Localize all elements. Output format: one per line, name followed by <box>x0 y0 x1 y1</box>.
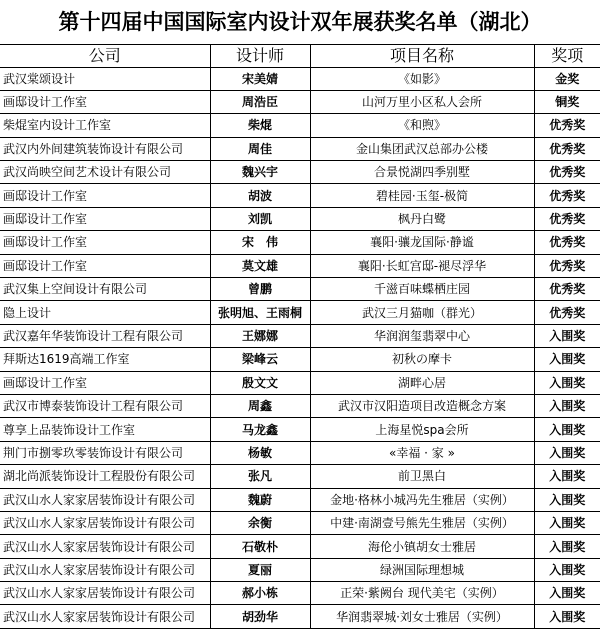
designer-cell: 周佳 <box>210 137 310 160</box>
award-cell: 优秀奖 <box>534 254 600 277</box>
designer-cell: 胡劲华 <box>210 605 310 628</box>
project-cell: 海伦小镇胡女士雅居 <box>310 535 534 558</box>
table-row <box>0 394 600 417</box>
project-cell: 金山集团武汉总部办公楼 <box>310 137 534 160</box>
project-cell: «幸福 · 家 » <box>310 441 534 464</box>
table-row <box>0 278 600 301</box>
award-cell: 铜奖 <box>534 90 600 113</box>
project-cell: 《如影》 <box>310 67 534 90</box>
award-cell: 入围奖 <box>534 605 600 628</box>
award-cell: 优秀奖 <box>534 278 600 301</box>
table-row <box>0 582 600 605</box>
company-cell: 武汉尚映空间艺术设计有限公司 <box>0 161 210 184</box>
designer-cell: 周鑫 <box>210 394 310 417</box>
award-cell: 优秀奖 <box>534 301 600 324</box>
table-row <box>0 535 600 558</box>
table-row <box>0 488 600 511</box>
table-row <box>0 324 600 347</box>
award-cell: 入围奖 <box>534 558 600 581</box>
table-row <box>0 161 600 184</box>
project-cell: 武汉市汉阳造项目改造概念方案 <box>310 394 534 417</box>
project-cell: 千滋百味蝶栖庄园 <box>310 278 534 301</box>
table-row <box>0 207 600 230</box>
award-cell: 入围奖 <box>534 418 600 441</box>
project-cell: 绿洲国际理想城 <box>310 558 534 581</box>
designer-cell: 曾鹏 <box>210 278 310 301</box>
company-cell: 尊享上品装饰设计工作室 <box>0 418 210 441</box>
table-row <box>0 184 600 207</box>
award-cell: 入围奖 <box>534 535 600 558</box>
company-cell: 隐上设计 <box>0 301 210 324</box>
project-cell: 华润翡翠城·刘女士雅居（实例） <box>310 605 534 628</box>
designer-cell: 梁峰云 <box>210 348 310 371</box>
project-cell: 《和煦》 <box>310 114 534 137</box>
award-cell: 优秀奖 <box>534 231 600 254</box>
project-cell: 上海星悦spa会所 <box>310 418 534 441</box>
table-row <box>0 348 600 371</box>
designer-cell: 张凡 <box>210 465 310 488</box>
company-cell: 柴焜室内设计工作室 <box>0 114 210 137</box>
table-row <box>0 465 600 488</box>
table-row <box>0 67 600 90</box>
header-award: 奖项 <box>534 45 600 67</box>
table-row <box>0 558 600 581</box>
company-cell: 武汉山水人家家居装饰设计有限公司 <box>0 488 210 511</box>
award-cell: 入围奖 <box>534 371 600 394</box>
designer-cell: 夏丽 <box>210 558 310 581</box>
designer-cell: 魏蔚 <box>210 488 310 511</box>
company-cell: 武汉内外间建筑装饰设计有限公司 <box>0 137 210 160</box>
table-row <box>0 511 600 534</box>
award-cell: 优秀奖 <box>534 207 600 230</box>
award-cell: 优秀奖 <box>534 137 600 160</box>
designer-cell: 莫文雄 <box>210 254 310 277</box>
designer-cell: 石敬朴 <box>210 535 310 558</box>
company-cell: 画邸设计工作室 <box>0 254 210 277</box>
award-cell: 入围奖 <box>534 441 600 464</box>
header-designer: 设计师 <box>210 45 310 67</box>
header-row <box>0 45 600 67</box>
company-cell: 武汉山水人家家居装饰设计有限公司 <box>0 511 210 534</box>
project-cell: 武汉三月猫咖（群光） <box>310 301 534 324</box>
table-row <box>0 418 600 441</box>
company-cell: 画邸设计工作室 <box>0 231 210 254</box>
award-cell: 优秀奖 <box>534 114 600 137</box>
project-cell: 初秋の摩卡 <box>310 348 534 371</box>
company-cell: 武汉集上空间设计有限公司 <box>0 278 210 301</box>
designer-cell: 魏兴宇 <box>210 161 310 184</box>
award-cell: 入围奖 <box>534 394 600 417</box>
header-company: 公司 <box>0 45 210 67</box>
project-cell: 襄阳·长虹宫邸-褪尽浮华 <box>310 254 534 277</box>
designer-cell: 周浩臣 <box>210 90 310 113</box>
page-title: 第十四届中国国际室内设计双年展获奖名单（湖北） <box>0 0 600 45</box>
project-cell: 枫丹白鹭 <box>310 207 534 230</box>
designer-cell: 余衡 <box>210 511 310 534</box>
company-cell: 湖北尚派装饰设计工程股份有限公司 <box>0 465 210 488</box>
project-cell: 中建·南湖壹号熊先生雅居（实例） <box>310 511 534 534</box>
company-cell: 武汉山水人家家居装饰设计有限公司 <box>0 582 210 605</box>
designer-cell: 郝小栋 <box>210 582 310 605</box>
table-row <box>0 90 600 113</box>
designer-cell: 马龙鑫 <box>210 418 310 441</box>
header-project: 项目名称 <box>310 45 534 67</box>
project-cell: 山河万里小区私人会所 <box>310 90 534 113</box>
designer-cell: 殷文文 <box>210 371 310 394</box>
project-cell: 前卫黑白 <box>310 465 534 488</box>
company-cell: 武汉市博泰装饰设计工程有限公司 <box>0 394 210 417</box>
company-cell: 武汉棠颂设计 <box>0 67 210 90</box>
table-row <box>0 605 600 628</box>
project-cell: 碧桂园·玉玺-极简 <box>310 184 534 207</box>
table-body <box>0 67 600 628</box>
table-row <box>0 137 600 160</box>
company-cell: 画邸设计工作室 <box>0 184 210 207</box>
company-cell: 武汉山水人家家居装饰设计有限公司 <box>0 535 210 558</box>
designer-cell: 王娜娜 <box>210 324 310 347</box>
award-cell: 入围奖 <box>534 348 600 371</box>
award-cell: 优秀奖 <box>534 184 600 207</box>
designer-cell: 刘凯 <box>210 207 310 230</box>
designer-cell: 杨敏 <box>210 441 310 464</box>
table-row <box>0 114 600 137</box>
company-cell: 画邸设计工作室 <box>0 90 210 113</box>
designer-cell: 柴焜 <box>210 114 310 137</box>
designer-cell: 张明旭、王雨桐 <box>210 301 310 324</box>
award-cell: 入围奖 <box>534 511 600 534</box>
company-cell: 拜斯达1619高端工作室 <box>0 348 210 371</box>
award-cell: 入围奖 <box>534 488 600 511</box>
award-cell: 入围奖 <box>534 582 600 605</box>
company-cell: 武汉山水人家家居装饰设计有限公司 <box>0 558 210 581</box>
project-cell: 湖畔心居 <box>310 371 534 394</box>
table-row <box>0 371 600 394</box>
project-cell: 华润润玺翡翠中心 <box>310 324 534 347</box>
table-row <box>0 231 600 254</box>
company-cell: 武汉嘉年华装饰设计工程有限公司 <box>0 324 210 347</box>
project-cell: 正荣·紫阙台 现代美宅（实例） <box>310 582 534 605</box>
project-cell: 襄阳·骧龙国际·静谧 <box>310 231 534 254</box>
table-row <box>0 301 600 324</box>
award-cell: 优秀奖 <box>534 161 600 184</box>
company-cell: 画邸设计工作室 <box>0 371 210 394</box>
award-cell: 入围奖 <box>534 465 600 488</box>
award-cell: 入围奖 <box>534 324 600 347</box>
designer-cell: 宋 伟 <box>210 231 310 254</box>
designer-cell: 宋美婧 <box>210 67 310 90</box>
designer-cell: 胡波 <box>210 184 310 207</box>
company-cell: 武汉山水人家家居装饰设计有限公司 <box>0 605 210 628</box>
project-cell: 合景悦湖四季别墅 <box>310 161 534 184</box>
project-cell: 金地·格林小城冯先生雅居（实例） <box>310 488 534 511</box>
company-cell: 画邸设计工作室 <box>0 207 210 230</box>
award-table <box>0 45 600 629</box>
table-row <box>0 254 600 277</box>
company-cell: 荆门市捌零玖零装饰设计有限公司 <box>0 441 210 464</box>
award-cell: 金奖 <box>534 67 600 90</box>
table-row <box>0 441 600 464</box>
